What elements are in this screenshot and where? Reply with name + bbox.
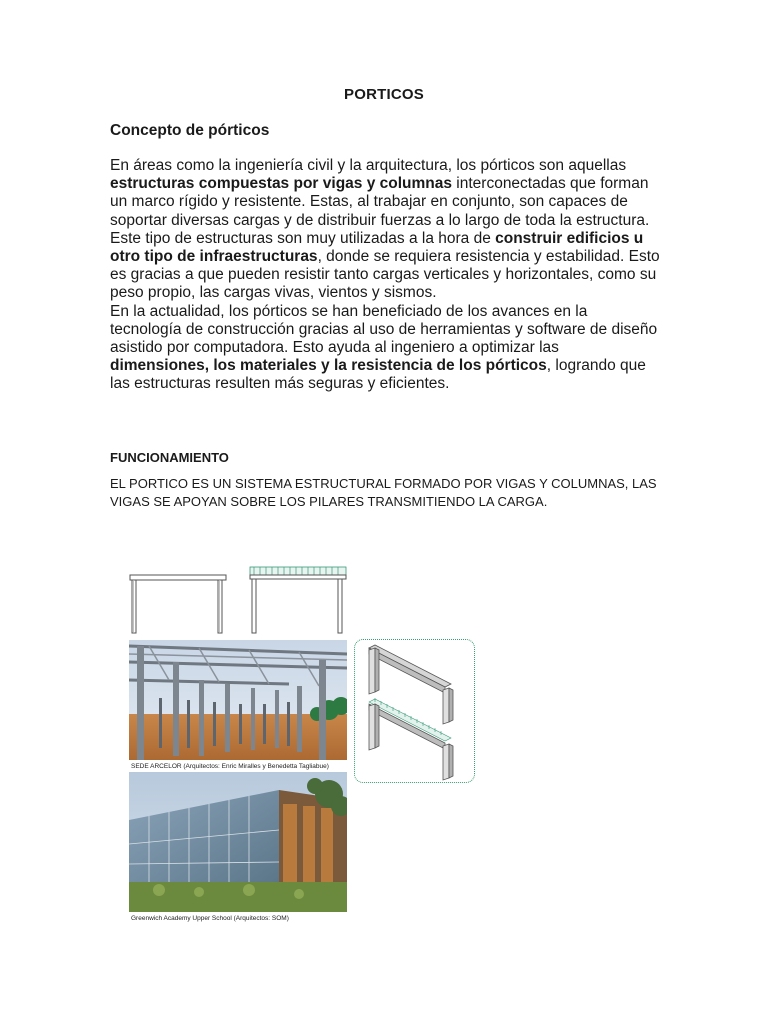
document-title: PORTICOS (344, 86, 424, 103)
steel-structure-image (129, 640, 347, 772)
glass-building-image (129, 772, 347, 924)
paragraph-1-text: En áreas como la ingeniería civil y la arquitectura, los pórticos son aquellas (110, 157, 627, 174)
paragraph-2 (110, 230, 662, 303)
sede-arcelor-photo (129, 640, 347, 772)
paragraph-2-text: Este tipo de estructuras son muy utilizadas a la hora de (110, 229, 496, 247)
paragraph-2-text-2: , donde se requiera resistencia y estabilidad. Esto es gracias a que pueden resistir tanto cargas verticales y horizontales, como su peso propio, las cargas vivas, vientos y sismos. (110, 248, 660, 302)
section-heading: FUNCIONAMIENTO (110, 450, 229, 465)
paragraph-1 (110, 157, 662, 230)
paragraph-2-bold: construir edificios u otro tipo de infraestructuras (110, 229, 644, 266)
paragraph-1-bold: estructuras compuestas por vigas y columnas (110, 175, 452, 193)
greenwich-academy-photo (129, 772, 347, 924)
construction-technology-link[interactable]: tecnología de construcción (110, 320, 295, 338)
paragraph-3-text-2: gracias al uso de herramientas y software de diseño asistido por computadora. Esto ayuda al ingeniero a optimizar las (110, 320, 658, 357)
portal-frame-diagram (128, 572, 228, 634)
loaded-portal-frame-diagram (248, 565, 348, 634)
section-text: EL PORTICO ES UN SISTEMA ESTRUCTURAL FORMADO POR VIGAS Y COLUMNAS, LAS VIGAS SE APOYAN SOBRE LOS PILARES TRANSMITIENDO LA CARGA. (110, 476, 657, 509)
paragraph-3-text-3: , logrando que las estructuras resulten más seguras y eficientes. (110, 357, 646, 393)
paragraph-1-text-2: interconectadas que forman un marco rígido y resistente. Estas, al trabajar en conjunto, son capaces de soportar diversas cargas y de distribuir fuerzas a lo largo de toda la estructura. (110, 175, 650, 229)
isometric-portal-figure (354, 639, 475, 783)
paragraph-3-bold: dimensiones, los materiales y la resistencia de los pórticos (110, 357, 547, 375)
paragraph-3 (110, 303, 662, 394)
isometric-beams-drawing (355, 640, 473, 781)
greenwich-academy-caption: Greenwich Academy Upper School (Arquitectos: SOM) (129, 913, 347, 924)
section-subtitle: Concepto de pórticos (110, 122, 270, 139)
body-text (110, 157, 662, 394)
sede-arcelor-caption: SEDE ARCELOR (Arquitectos: Enric Miralles y Benedetta Tagliabue) (129, 761, 347, 772)
paragraph-3-text: En la actualidad, los pórticos se han beneficiado de los avances en la (110, 302, 588, 320)
